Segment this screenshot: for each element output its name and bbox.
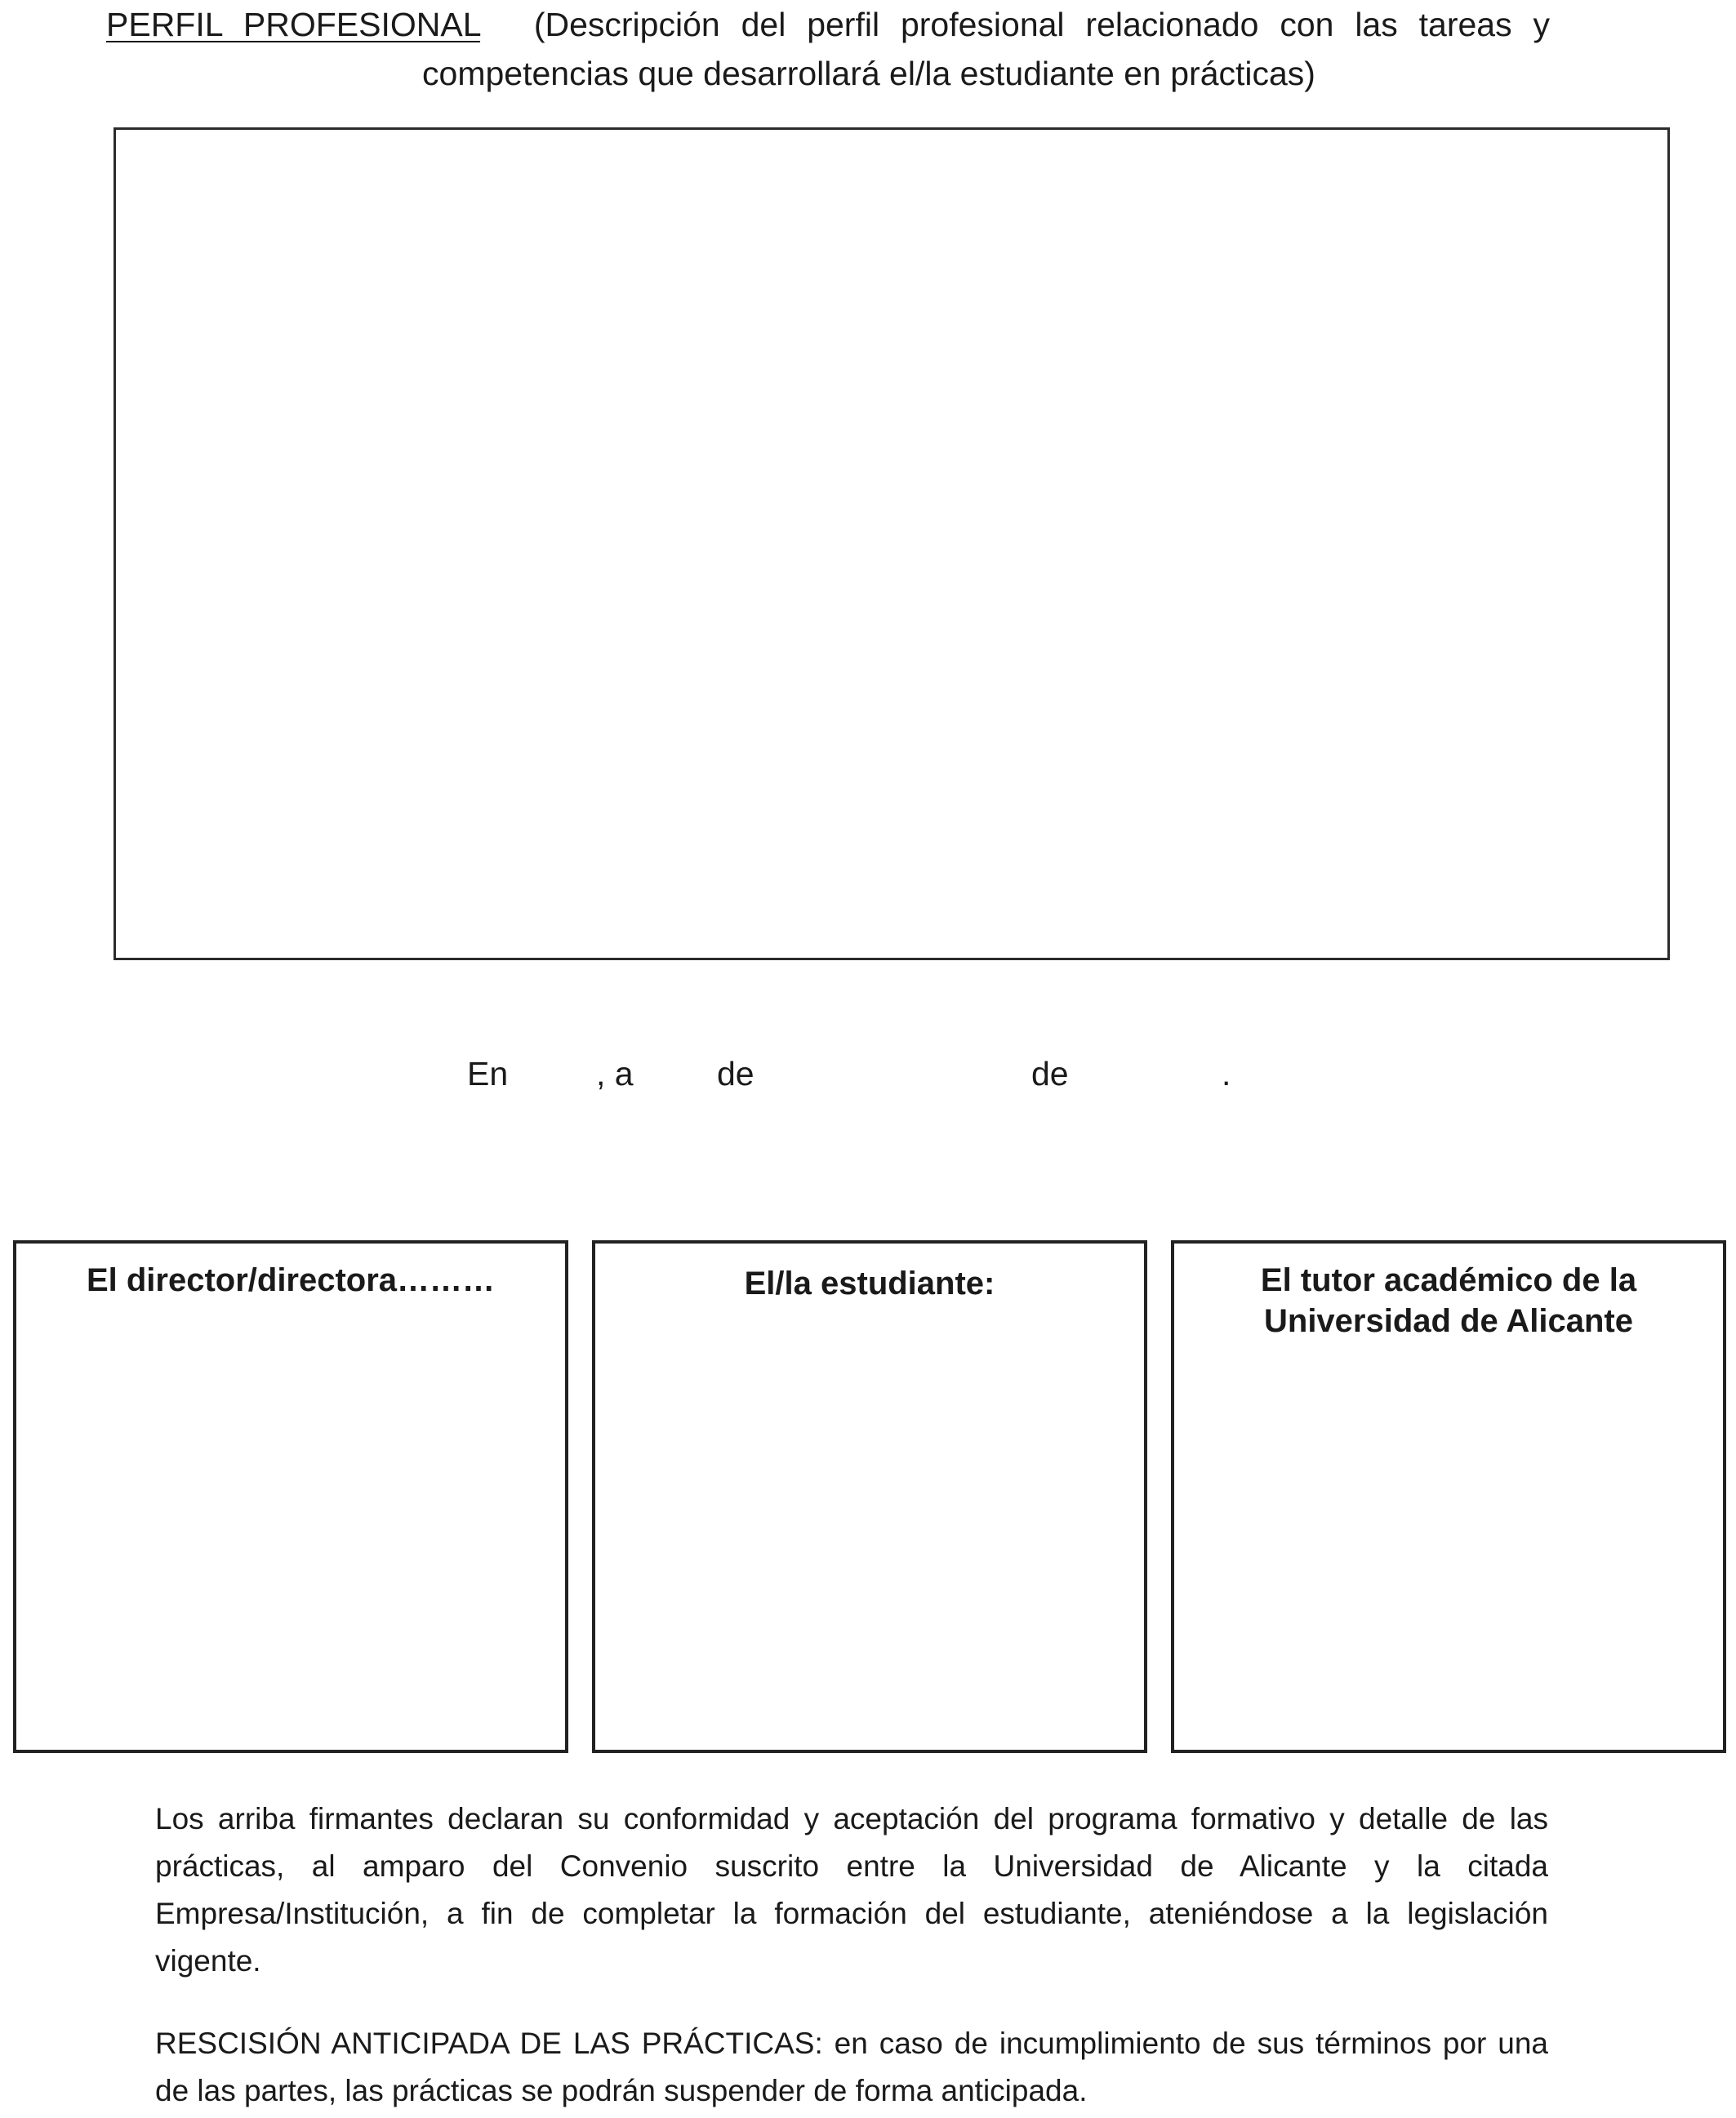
date-de-label-2: de [1031, 1055, 1069, 1092]
profile-description-box[interactable] [114, 127, 1670, 960]
section-title: PERFIL PROFESIONAL [106, 6, 481, 43]
signature-title-director: El director/directora……… [86, 1262, 496, 1298]
date-en-label: En [467, 1055, 509, 1092]
section-description-line2: competencias que desarrollará el/la estudiante en prácticas) [422, 55, 1315, 92]
signature-title-tutor: El tutor académico de la Universidad de Alicante [1260, 1262, 1637, 1339]
conformity-paragraph: Los arriba firmantes declaran su conformidad y aceptación del programa formativo y detalle de las prácticas, al amparo del Convenio suscrito entre la Universidad de Alicante y la citada Empresa/Institución, a fin de completar la formación del estudiante, ateniéndose a la legislación vigente. [155, 1802, 1548, 1978]
section-header [106, 0, 1550, 49]
signature-box-student[interactable] [592, 1240, 1147, 1753]
signature-title-student: El/la estudiante: [744, 1266, 995, 1302]
date-de-label-1: de [717, 1055, 754, 1092]
signature-box-tutor[interactable] [1171, 1240, 1726, 1753]
signature-box-director[interactable] [13, 1240, 568, 1753]
date-comma-a-label: , a [596, 1055, 634, 1092]
date-period: . [1222, 1055, 1231, 1092]
section-description-line1: (Descripción del perfil profesional relacionado con las tareas y [533, 6, 1550, 43]
rescission-paragraph: RESCISIÓN ANTICIPADA DE LAS PRÁCTICAS: en caso de incumplimiento de sus términos por una de las partes, las prácticas se podrán suspender de forma anticipada. [155, 2027, 1548, 2107]
